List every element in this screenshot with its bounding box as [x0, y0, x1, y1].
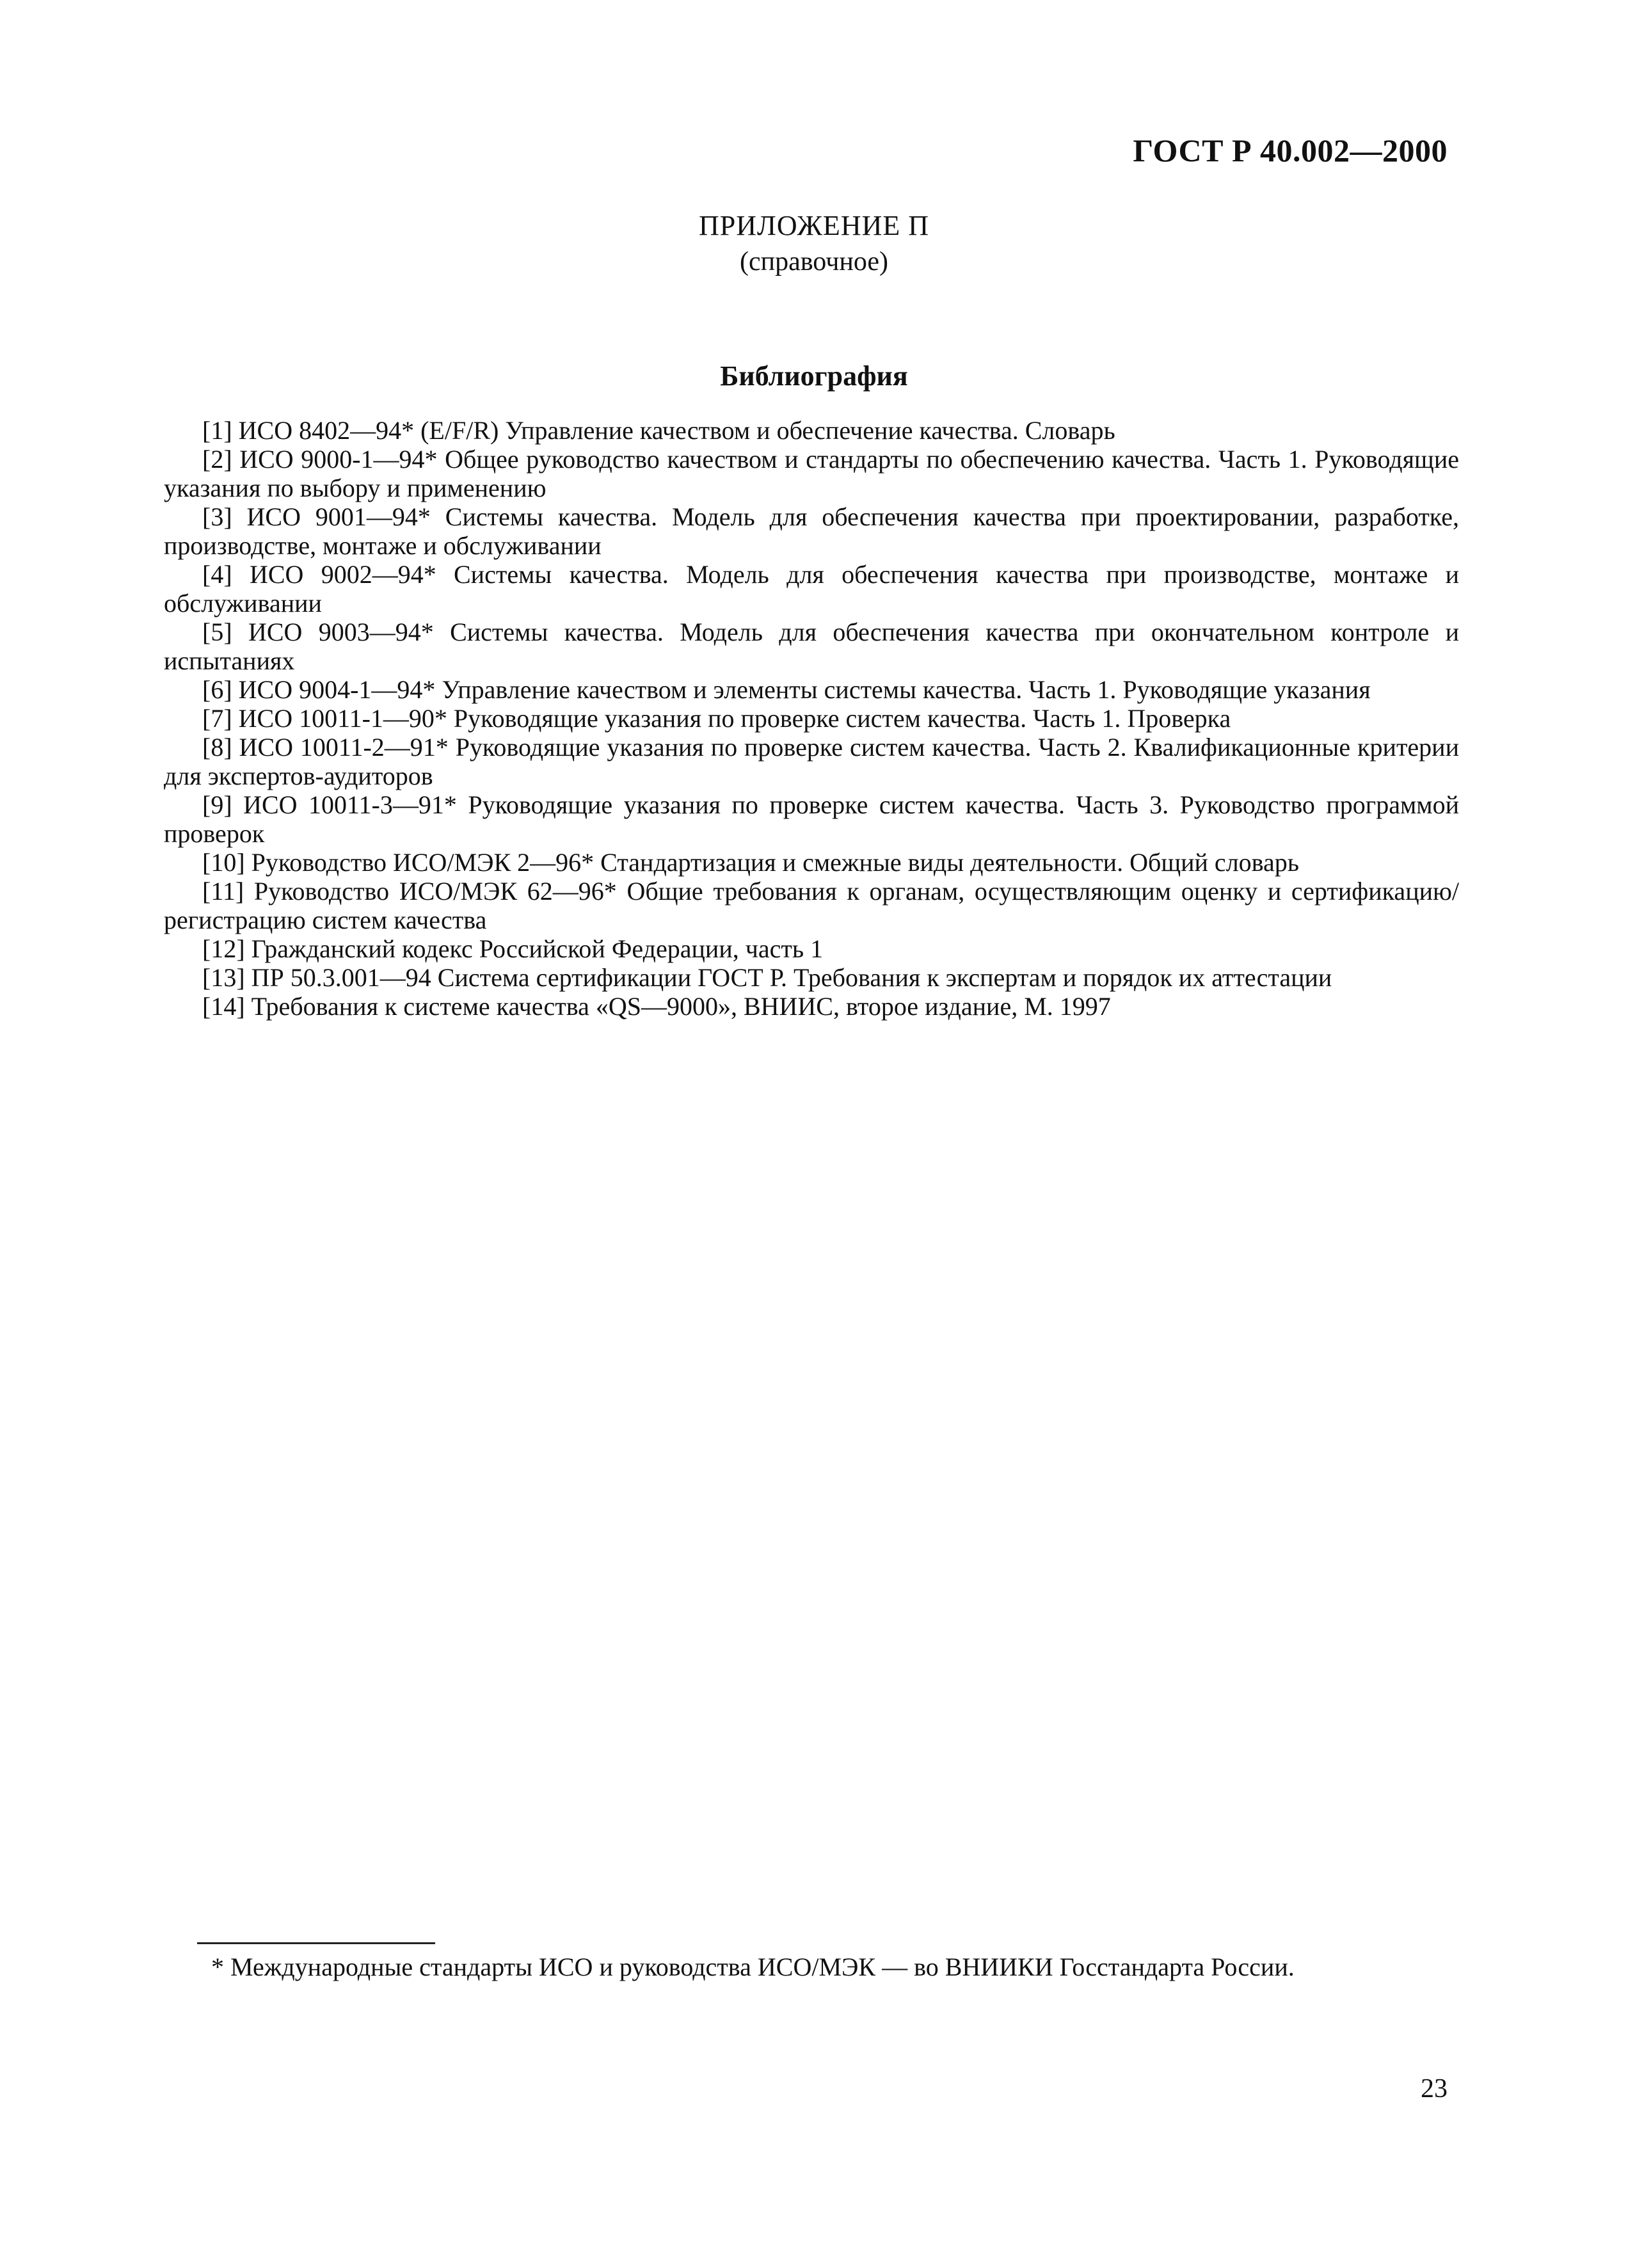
- bibliography-list: [164, 416, 1459, 1021]
- appendix-note: (справочное): [740, 247, 888, 276]
- appendix-heading: [0, 207, 1628, 279]
- footnote-divider: [197, 1942, 435, 1944]
- bibliography-item: [5] ИСО 9003—94* Системы качества. Модель для обеспечения качества при окончательном контроле и испытаниях: [164, 618, 1459, 675]
- bibliography-item: [14] Требования к системе качества «QS—9000», ВНИИС, второе издание, М. 1997: [202, 992, 1111, 1021]
- bibliography-item: [1] ИСО 8402—94* (E/F/R) Управление качеством и обеспечение качества. Словарь: [202, 416, 1115, 445]
- appendix-title: ПРИЛОЖЕНИЕ П: [698, 210, 930, 241]
- bibliography-item: [6] ИСО 9004-1—94* Управление качеством и элементы системы качества. Часть 1. Руководящие указания: [202, 675, 1371, 704]
- bibliography-item: [2] ИСО 9000-1—94* Общее руководство качеством и стандарты по обеспечению качества. Часть 1. Руководящие указания по выбору и применению: [164, 445, 1459, 502]
- bibliography-item: [4] ИСО 9002—94* Системы качества. Модель для обеспечения качества при производстве, монтаже и обслуживании: [164, 560, 1459, 618]
- document-code: ГОСТ Р 40.002—2000: [1133, 132, 1448, 168]
- page-number: 23: [1421, 2074, 1448, 2104]
- section-title: Библиография: [720, 360, 908, 392]
- bibliography-item: [12] Гражданский кодекс Российской Федерации, часть 1: [202, 934, 824, 963]
- bibliography-item: [3] ИСО 9001—94* Системы качества. Модель для обеспечения качества при проектировании, разработке, производстве, монтаже и обслуживании: [164, 502, 1459, 560]
- bibliography-item: [11] Руководство ИСО/МЭК 62—96* Общие требования к органам, осуществляющим оценку и сертификацию/регистрацию систем качества: [164, 877, 1459, 934]
- bibliography-item: [8] ИСО 10011-2—91* Руководящие указания по проверке систем качества. Часть 2. Квалификационные критерии для экспертов-аудиторов: [164, 733, 1459, 790]
- bibliography-item: [7] ИСО 10011-1—90* Руководящие указания по проверке систем качества. Часть 1. Проверка: [202, 704, 1231, 733]
- bibliography-item: [10] Руководство ИСО/МЭК 2—96* Стандартизация и смежные виды деятельности. Общий словарь: [202, 848, 1300, 877]
- footnote: * Международные стандарты ИСО и руководства ИСО/МЭК — во ВНИИКИ Госстандарта России.: [211, 1953, 1295, 1981]
- bibliography-item: [13] ПР 50.3.001—94 Система сертификации ГОСТ Р. Требования к экспертам и порядок их аттестации: [202, 963, 1332, 992]
- bibliography-item: [9] ИСО 10011-3—91* Руководящие указания по проверке систем качества. Часть 3. Руководство программой проверок: [164, 790, 1459, 848]
